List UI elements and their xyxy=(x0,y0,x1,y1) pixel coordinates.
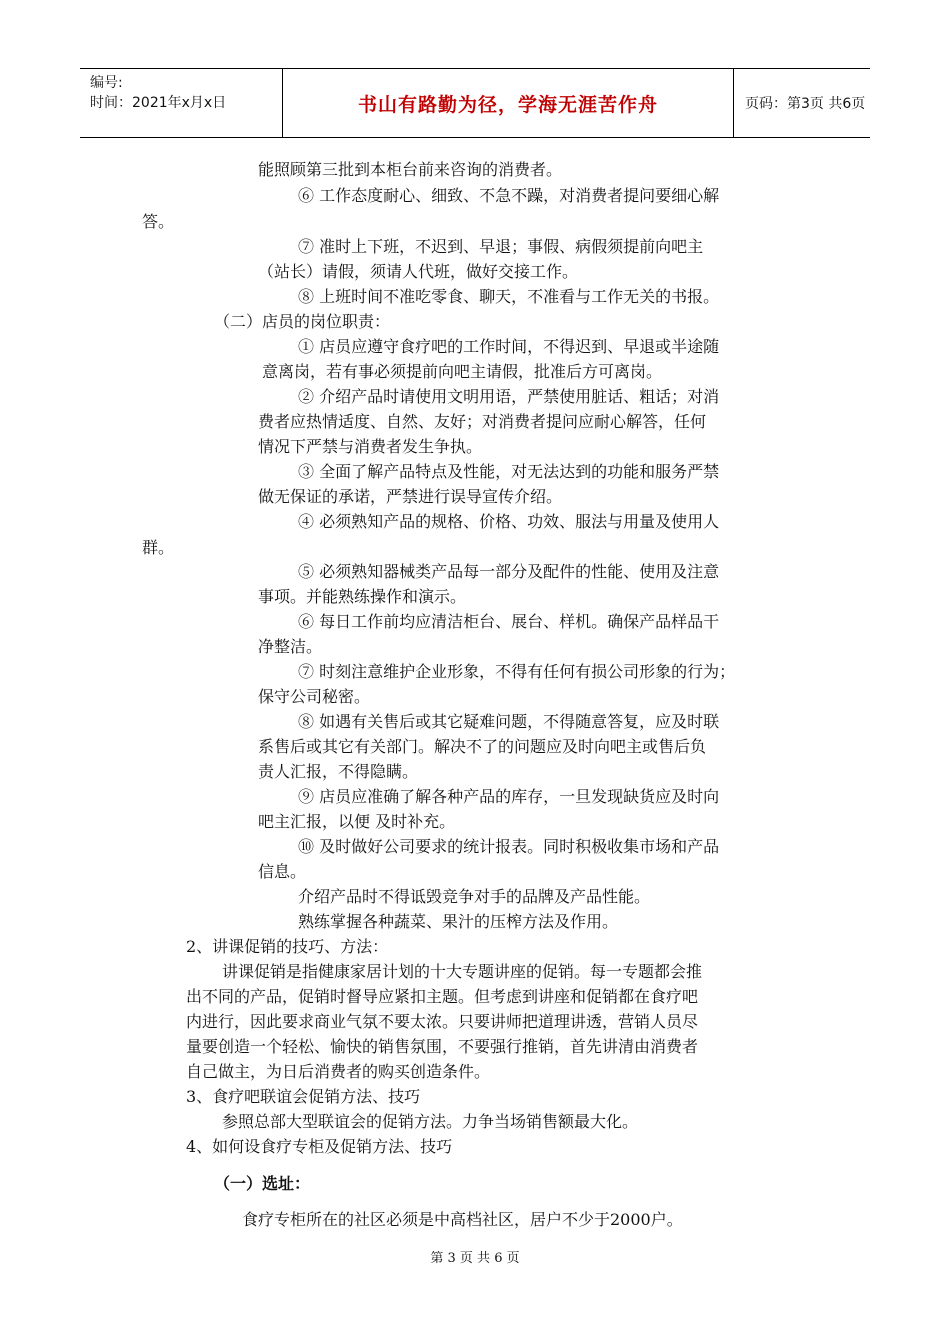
body-line: ② 介绍产品时请使用文明用语，严禁使用脏话、粗话；对消 xyxy=(298,387,720,406)
body-line: ⑧ 上班时间不准吃零食、聊天，不准看与工作无关的书报。 xyxy=(298,287,720,306)
body-line: （站长）请假，须请人代班，做好交接工作。 xyxy=(258,262,579,281)
body-line: 群。 xyxy=(142,538,175,557)
header-meta xyxy=(80,69,283,137)
body-line: 意离岗，若有事必须提前向吧主请假，批准后方可离岗。 xyxy=(262,362,663,381)
body-line: 量要创造一个轻松、愉快的销售氛围，不要强行推销，首先讲清由消费者 xyxy=(186,1037,699,1056)
time-label: 时间：2021年x月x日 xyxy=(90,95,227,111)
body-line: ⑦ 准时上下班，不迟到、早退；事假、病假须提前向吧主 xyxy=(298,237,704,256)
body-line: ④ 必须熟知产品的规格、价格、功效、服法与用量及使用人 xyxy=(298,512,720,531)
body-line: 熟练掌握各种蔬菜、果汁的压榨方法及作用。 xyxy=(298,912,619,931)
body-line: ⑨ 店员应准确了解各种产品的库存，一旦发现缺货应及时向 xyxy=(298,787,720,806)
body-line: 事项。并能熟练操作和演示。 xyxy=(258,587,467,606)
section-heading: （二）店员的岗位职责： xyxy=(214,312,391,331)
body-line: 内进行，因此要求商业气氛不要太浓。只要讲师把道理讲透，营销人员尽 xyxy=(186,1012,699,1031)
body-line: ⑩ 及时做好公司要求的统计报表。同时积极收集市场和产品 xyxy=(298,837,720,856)
section-heading: 3、食疗吧联谊会促销方法、技巧 xyxy=(186,1087,421,1106)
body-line: 做无保证的承诺，严禁进行误导宣传介绍。 xyxy=(258,487,563,506)
body-line: ⑥ 工作态度耐心、细致、不急不躁，对消费者提问要细心解 xyxy=(298,186,720,205)
body-line: ⑥ 每日工作前均应清洁柜台、展台、样机。确保产品样品干 xyxy=(298,612,720,631)
body-line: 系售后或其它有关部门。解决不了的问题应及时向吧主或售后负 xyxy=(258,737,707,756)
section-heading: （一）选址： xyxy=(214,1174,311,1193)
page-header xyxy=(80,68,870,138)
page-footer: 第 3 页 共 6 页 xyxy=(430,1251,520,1266)
body-line: ⑤ 必须熟知器械类产品每一部分及配件的性能、使用及注意 xyxy=(298,562,720,581)
body-line: 参照总部大型联谊会的促销方法。力争当场销售额最大化。 xyxy=(222,1112,639,1131)
body-line: 净整洁。 xyxy=(258,637,323,656)
body-line: 出不同的产品，促销时督导应紧扣主题。但考虑到讲座和促销都在食疗吧 xyxy=(186,987,699,1006)
body-line: ⑧ 如遇有关售后或其它疑难问题，不得随意答复，应及时联 xyxy=(298,712,720,731)
body-line: ③ 全面了解产品特点及性能，对无法达到的功能和服务严禁 xyxy=(298,462,720,481)
body-line: 费者应热情适度、自然、友好；对消费者提问应耐心解答，任何 xyxy=(258,412,707,431)
body-line: 答。 xyxy=(142,212,175,231)
body-line: 介绍产品时不得诋毁竞争对手的品牌及产品性能。 xyxy=(298,887,651,906)
body-line: 保守公司秘密。 xyxy=(258,687,371,706)
section-heading: 2、讲课促销的技巧、方法： xyxy=(186,937,389,956)
number-label: 编号: xyxy=(90,75,123,91)
body-line: 自己做主，为日后消费者的购买创造条件。 xyxy=(186,1062,491,1081)
header-motto: 书山有路勤为径，学海无涯苦作舟 xyxy=(283,69,734,137)
header-page-number: 页码：第3页 共6页 xyxy=(745,96,866,112)
body-line: 讲课促销是指健康家居计划的十大专题讲座的促销。每一专题都会推 xyxy=(222,962,703,981)
body-line: 吧主汇报，以便 及时补充。 xyxy=(258,812,456,831)
body-line: ① 店员应遵守食疗吧的工作时间，不得迟到、早退或半途随 xyxy=(298,337,720,356)
body-line: 责人汇报，不得隐瞒。 xyxy=(258,762,419,781)
body-line: 情况下严禁与消费者发生争执。 xyxy=(258,437,483,456)
body-line: ⑦ 时刻注意维护企业形象，不得有任何有损公司形象的行为； xyxy=(298,662,736,681)
section-heading: 4、如何设食疗专柜及促销方法、技巧 xyxy=(186,1137,453,1156)
body-line: 食疗专柜所在的社区必须是中高档社区，居户不少于2000户。 xyxy=(242,1210,683,1229)
body-line: 信息。 xyxy=(258,862,307,881)
body-line: 能照顾第三批到本柜台前来咨询的消费者。 xyxy=(258,160,563,179)
